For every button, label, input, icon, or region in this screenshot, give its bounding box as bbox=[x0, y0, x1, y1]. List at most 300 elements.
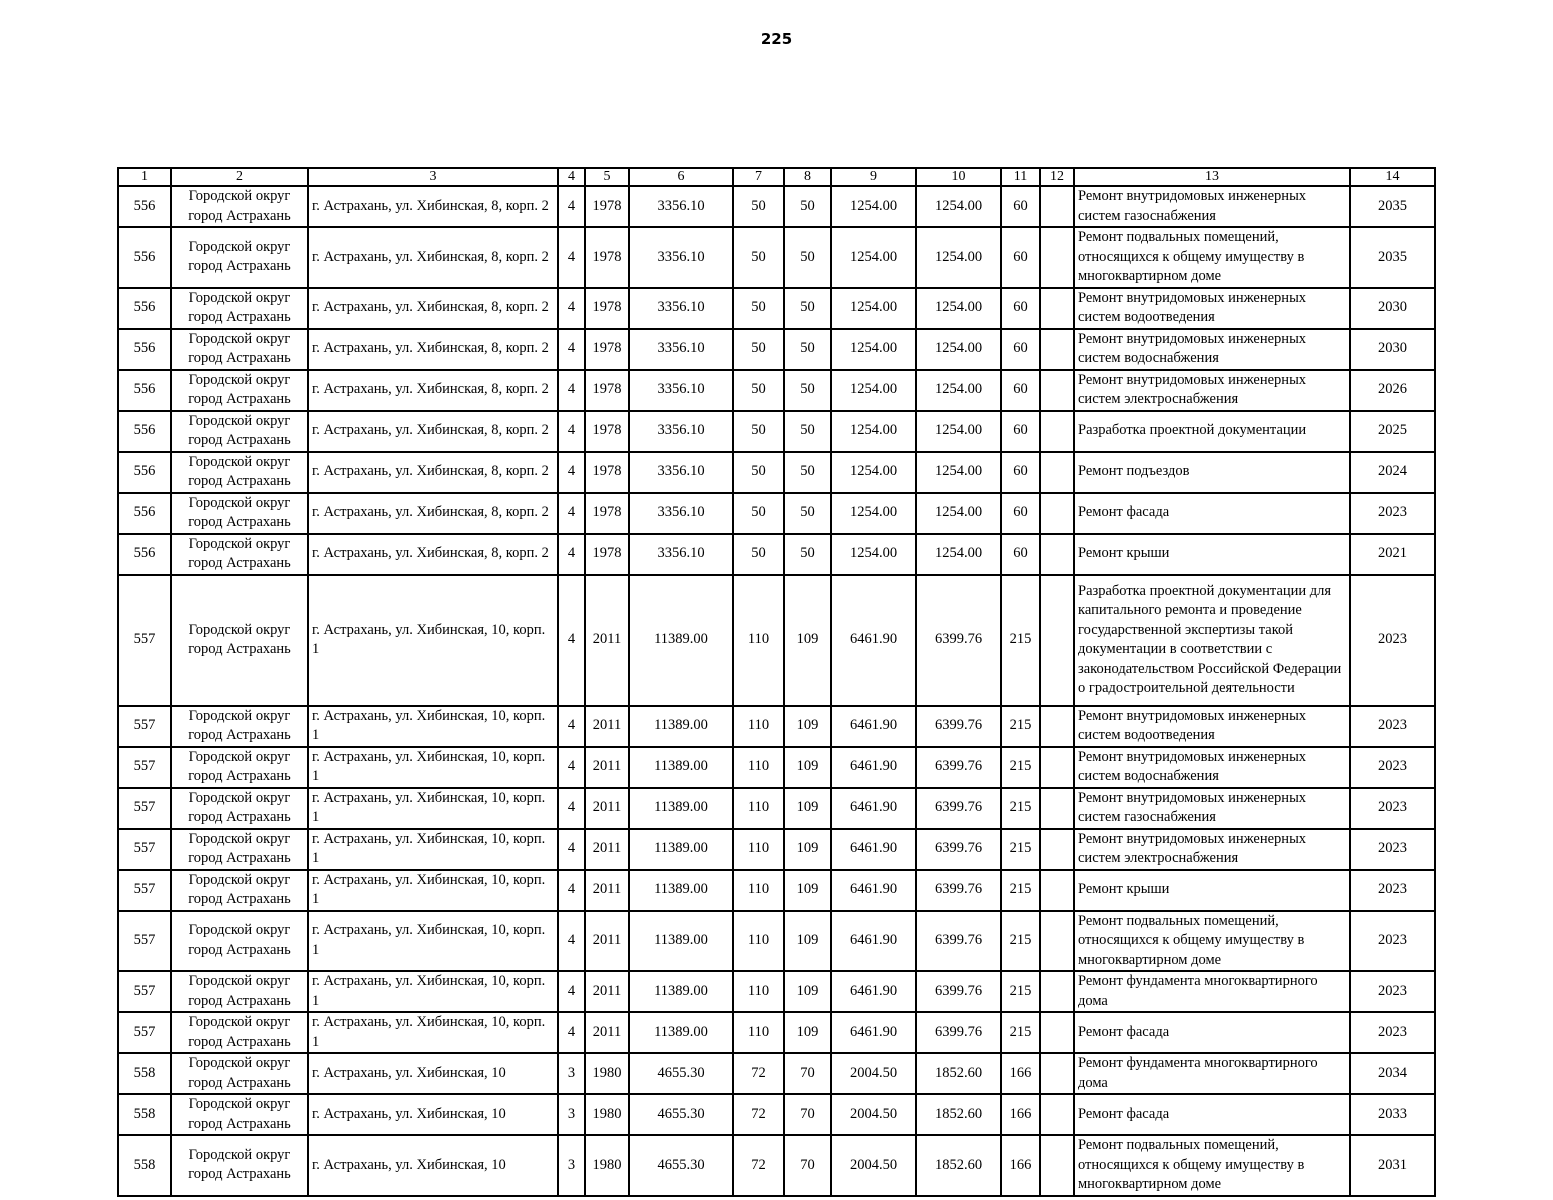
cell-planned-year: 2021 bbox=[1350, 534, 1435, 575]
cell-work-type: Ремонт внутридомовых инженерных систем водоснабжения bbox=[1074, 747, 1350, 788]
cell-municipality: Городской округ город Астрахань bbox=[171, 1053, 308, 1094]
cell-col11: 166 bbox=[1001, 1135, 1040, 1196]
cell-col10: 6399.76 bbox=[916, 911, 1001, 972]
cell-municipality: Городской округ город Астрахань bbox=[171, 186, 308, 227]
cell-address: г. Астрахань, ул. Хибинская, 10, корп. 1 bbox=[308, 971, 558, 1012]
cell-col11: 215 bbox=[1001, 575, 1040, 706]
cell-col4: 4 bbox=[558, 911, 585, 972]
table-row bbox=[118, 829, 1435, 870]
cell-col11: 166 bbox=[1001, 1053, 1040, 1094]
cell-col10: 6399.76 bbox=[916, 870, 1001, 911]
cell-col6: 4655.30 bbox=[629, 1135, 733, 1196]
cell-col6: 11389.00 bbox=[629, 788, 733, 829]
cell-col6: 11389.00 bbox=[629, 747, 733, 788]
capital-repair-table bbox=[117, 167, 1436, 1197]
table-row bbox=[118, 411, 1435, 452]
cell-year: 1980 bbox=[585, 1053, 629, 1094]
cell-col12 bbox=[1040, 288, 1074, 329]
cell-col6: 3356.10 bbox=[629, 329, 733, 370]
cell-col7: 50 bbox=[733, 329, 784, 370]
cell-number: 558 bbox=[118, 1094, 171, 1135]
cell-col7: 110 bbox=[733, 575, 784, 706]
cell-planned-year: 2023 bbox=[1350, 788, 1435, 829]
cell-col4: 4 bbox=[558, 227, 585, 288]
table-row bbox=[118, 747, 1435, 788]
cell-number: 556 bbox=[118, 452, 171, 493]
cell-col9: 6461.90 bbox=[831, 829, 916, 870]
cell-col8: 50 bbox=[784, 186, 831, 227]
table-row bbox=[118, 788, 1435, 829]
table-row bbox=[118, 227, 1435, 288]
header-cell: 8 bbox=[784, 168, 831, 186]
cell-col9: 1254.00 bbox=[831, 452, 916, 493]
cell-year: 1978 bbox=[585, 493, 629, 534]
table-row bbox=[118, 493, 1435, 534]
cell-col7: 110 bbox=[733, 911, 784, 972]
table-row bbox=[118, 1053, 1435, 1094]
cell-address: г. Астрахань, ул. Хибинская, 8, корп. 2 bbox=[308, 452, 558, 493]
header-cell: 4 bbox=[558, 168, 585, 186]
cell-col9: 6461.90 bbox=[831, 870, 916, 911]
cell-municipality: Городской округ город Астрахань bbox=[171, 575, 308, 706]
cell-col11: 60 bbox=[1001, 411, 1040, 452]
cell-work-type: Ремонт внутридомовых инженерных систем газоснабжения bbox=[1074, 788, 1350, 829]
cell-col6: 11389.00 bbox=[629, 575, 733, 706]
cell-col10: 1852.60 bbox=[916, 1094, 1001, 1135]
cell-col11: 215 bbox=[1001, 1012, 1040, 1053]
cell-col12 bbox=[1040, 227, 1074, 288]
cell-col10: 1254.00 bbox=[916, 186, 1001, 227]
cell-year: 2011 bbox=[585, 706, 629, 747]
cell-municipality: Городской округ город Астрахань bbox=[171, 411, 308, 452]
cell-planned-year: 2030 bbox=[1350, 329, 1435, 370]
cell-col12 bbox=[1040, 788, 1074, 829]
cell-year: 1978 bbox=[585, 227, 629, 288]
header-row bbox=[118, 168, 1435, 186]
cell-address: г. Астрахань, ул. Хибинская, 8, корп. 2 bbox=[308, 370, 558, 411]
cell-col6: 3356.10 bbox=[629, 227, 733, 288]
cell-address: г. Астрахань, ул. Хибинская, 10, корп. 1 bbox=[308, 575, 558, 706]
cell-address: г. Астрахань, ул. Хибинская, 10, корп. 1 bbox=[308, 747, 558, 788]
table-row bbox=[118, 706, 1435, 747]
cell-col10: 1254.00 bbox=[916, 288, 1001, 329]
cell-col7: 110 bbox=[733, 1012, 784, 1053]
cell-address: г. Астрахань, ул. Хибинская, 8, корп. 2 bbox=[308, 411, 558, 452]
cell-col8: 109 bbox=[784, 788, 831, 829]
cell-col6: 3356.10 bbox=[629, 493, 733, 534]
cell-col10: 1852.60 bbox=[916, 1053, 1001, 1094]
cell-col6: 4655.30 bbox=[629, 1094, 733, 1135]
cell-col7: 110 bbox=[733, 788, 784, 829]
cell-planned-year: 2030 bbox=[1350, 288, 1435, 329]
cell-col12 bbox=[1040, 870, 1074, 911]
cell-col9: 2004.50 bbox=[831, 1135, 916, 1196]
cell-number: 557 bbox=[118, 1012, 171, 1053]
cell-col12 bbox=[1040, 370, 1074, 411]
cell-col12 bbox=[1040, 452, 1074, 493]
cell-number: 557 bbox=[118, 911, 171, 972]
cell-col6: 3356.10 bbox=[629, 534, 733, 575]
cell-col9: 1254.00 bbox=[831, 227, 916, 288]
cell-year: 2011 bbox=[585, 829, 629, 870]
cell-number: 557 bbox=[118, 575, 171, 706]
cell-number: 556 bbox=[118, 493, 171, 534]
header-cell: 13 bbox=[1074, 168, 1350, 186]
cell-col4: 4 bbox=[558, 971, 585, 1012]
table-row bbox=[118, 575, 1435, 706]
cell-col10: 6399.76 bbox=[916, 747, 1001, 788]
cell-col6: 3356.10 bbox=[629, 411, 733, 452]
cell-work-type: Ремонт фасада bbox=[1074, 1094, 1350, 1135]
cell-col11: 215 bbox=[1001, 706, 1040, 747]
header-cell: 5 bbox=[585, 168, 629, 186]
cell-address: г. Астрахань, ул. Хибинская, 10, корп. 1 bbox=[308, 706, 558, 747]
cell-col7: 50 bbox=[733, 186, 784, 227]
cell-col12 bbox=[1040, 1053, 1074, 1094]
cell-col12 bbox=[1040, 186, 1074, 227]
header-cell: 3 bbox=[308, 168, 558, 186]
cell-col6: 3356.10 bbox=[629, 370, 733, 411]
cell-col9: 1254.00 bbox=[831, 329, 916, 370]
cell-col6: 4655.30 bbox=[629, 1053, 733, 1094]
cell-work-type: Ремонт внутридомовых инженерных систем водоотведения bbox=[1074, 288, 1350, 329]
cell-number: 556 bbox=[118, 288, 171, 329]
cell-planned-year: 2034 bbox=[1350, 1053, 1435, 1094]
cell-col8: 109 bbox=[784, 829, 831, 870]
cell-address: г. Астрахань, ул. Хибинская, 10 bbox=[308, 1135, 558, 1196]
cell-address: г. Астрахань, ул. Хибинская, 8, корп. 2 bbox=[308, 186, 558, 227]
cell-planned-year: 2023 bbox=[1350, 829, 1435, 870]
table-row bbox=[118, 186, 1435, 227]
cell-col4: 4 bbox=[558, 829, 585, 870]
cell-col9: 1254.00 bbox=[831, 411, 916, 452]
cell-col10: 6399.76 bbox=[916, 706, 1001, 747]
cell-address: г. Астрахань, ул. Хибинская, 10 bbox=[308, 1053, 558, 1094]
cell-col7: 72 bbox=[733, 1094, 784, 1135]
cell-planned-year: 2031 bbox=[1350, 1135, 1435, 1196]
cell-col10: 6399.76 bbox=[916, 829, 1001, 870]
cell-col12 bbox=[1040, 329, 1074, 370]
cell-col10: 1254.00 bbox=[916, 452, 1001, 493]
cell-col7: 110 bbox=[733, 747, 784, 788]
cell-col10: 6399.76 bbox=[916, 788, 1001, 829]
cell-number: 556 bbox=[118, 370, 171, 411]
table-row bbox=[118, 971, 1435, 1012]
cell-planned-year: 2024 bbox=[1350, 452, 1435, 493]
cell-col9: 6461.90 bbox=[831, 788, 916, 829]
cell-col6: 11389.00 bbox=[629, 911, 733, 972]
cell-number: 556 bbox=[118, 186, 171, 227]
cell-year: 1978 bbox=[585, 411, 629, 452]
cell-year: 1978 bbox=[585, 329, 629, 370]
cell-col9: 1254.00 bbox=[831, 186, 916, 227]
cell-col11: 60 bbox=[1001, 227, 1040, 288]
cell-col6: 11389.00 bbox=[629, 829, 733, 870]
cell-address: г. Астрахань, ул. Хибинская, 8, корп. 2 bbox=[308, 227, 558, 288]
cell-planned-year: 2023 bbox=[1350, 493, 1435, 534]
cell-address: г. Астрахань, ул. Хибинская, 10, корп. 1 bbox=[308, 788, 558, 829]
cell-col7: 72 bbox=[733, 1135, 784, 1196]
cell-col7: 110 bbox=[733, 971, 784, 1012]
cell-col11: 215 bbox=[1001, 870, 1040, 911]
cell-col10: 1254.00 bbox=[916, 534, 1001, 575]
table-row bbox=[118, 870, 1435, 911]
cell-col9: 6461.90 bbox=[831, 706, 916, 747]
cell-col10: 1254.00 bbox=[916, 329, 1001, 370]
cell-year: 1980 bbox=[585, 1135, 629, 1196]
table-row bbox=[118, 1094, 1435, 1135]
cell-planned-year: 2023 bbox=[1350, 747, 1435, 788]
cell-number: 557 bbox=[118, 829, 171, 870]
table-row bbox=[118, 452, 1435, 493]
cell-col7: 110 bbox=[733, 829, 784, 870]
cell-number: 556 bbox=[118, 227, 171, 288]
cell-address: г. Астрахань, ул. Хибинская, 10, корп. 1 bbox=[308, 911, 558, 972]
cell-col10: 1852.60 bbox=[916, 1135, 1001, 1196]
cell-municipality: Городской округ город Астрахань bbox=[171, 870, 308, 911]
cell-work-type: Ремонт внутридомовых инженерных систем электроснабжения bbox=[1074, 370, 1350, 411]
cell-col4: 4 bbox=[558, 575, 585, 706]
cell-planned-year: 2033 bbox=[1350, 1094, 1435, 1135]
cell-col8: 109 bbox=[784, 706, 831, 747]
cell-municipality: Городской округ город Астрахань bbox=[171, 288, 308, 329]
cell-col6: 11389.00 bbox=[629, 870, 733, 911]
cell-planned-year: 2023 bbox=[1350, 870, 1435, 911]
cell-col4: 4 bbox=[558, 706, 585, 747]
cell-col11: 166 bbox=[1001, 1094, 1040, 1135]
cell-col8: 70 bbox=[784, 1135, 831, 1196]
cell-address: г. Астрахань, ул. Хибинская, 8, корп. 2 bbox=[308, 288, 558, 329]
cell-municipality: Городской округ город Астрахань bbox=[171, 1012, 308, 1053]
cell-col12 bbox=[1040, 1135, 1074, 1196]
cell-col8: 50 bbox=[784, 370, 831, 411]
cell-year: 1980 bbox=[585, 1094, 629, 1135]
cell-address: г. Астрахань, ул. Хибинская, 10, корп. 1 bbox=[308, 1012, 558, 1053]
cell-col11: 60 bbox=[1001, 534, 1040, 575]
page-number: 225 bbox=[760, 30, 793, 48]
cell-work-type: Ремонт подвальных помещений, относящихся к общему имуществу в многоквартирном доме bbox=[1074, 227, 1350, 288]
cell-col9: 6461.90 bbox=[831, 1012, 916, 1053]
cell-col6: 11389.00 bbox=[629, 1012, 733, 1053]
cell-municipality: Городской округ город Астрахань bbox=[171, 534, 308, 575]
cell-col11: 60 bbox=[1001, 288, 1040, 329]
cell-col9: 6461.90 bbox=[831, 971, 916, 1012]
cell-col6: 3356.10 bbox=[629, 186, 733, 227]
cell-col12 bbox=[1040, 706, 1074, 747]
cell-planned-year: 2025 bbox=[1350, 411, 1435, 452]
cell-col9: 1254.00 bbox=[831, 370, 916, 411]
cell-col7: 50 bbox=[733, 534, 784, 575]
cell-col11: 60 bbox=[1001, 493, 1040, 534]
cell-col12 bbox=[1040, 971, 1074, 1012]
cell-planned-year: 2023 bbox=[1350, 971, 1435, 1012]
cell-col10: 6399.76 bbox=[916, 1012, 1001, 1053]
cell-col4: 4 bbox=[558, 534, 585, 575]
cell-planned-year: 2035 bbox=[1350, 186, 1435, 227]
cell-col7: 50 bbox=[733, 493, 784, 534]
cell-col12 bbox=[1040, 911, 1074, 972]
cell-work-type: Ремонт крыши bbox=[1074, 534, 1350, 575]
table-row bbox=[118, 370, 1435, 411]
cell-col8: 50 bbox=[784, 493, 831, 534]
cell-col11: 215 bbox=[1001, 971, 1040, 1012]
header-cell: 14 bbox=[1350, 168, 1435, 186]
cell-col9: 1254.00 bbox=[831, 493, 916, 534]
cell-work-type: Ремонт внутридомовых инженерных систем электроснабжения bbox=[1074, 829, 1350, 870]
cell-planned-year: 2023 bbox=[1350, 911, 1435, 972]
cell-col7: 72 bbox=[733, 1053, 784, 1094]
cell-col4: 4 bbox=[558, 411, 585, 452]
table-row bbox=[118, 534, 1435, 575]
cell-col8: 109 bbox=[784, 747, 831, 788]
cell-col4: 3 bbox=[558, 1053, 585, 1094]
cell-work-type: Ремонт крыши bbox=[1074, 870, 1350, 911]
cell-col8: 50 bbox=[784, 288, 831, 329]
cell-municipality: Городской округ город Астрахань bbox=[171, 493, 308, 534]
cell-year: 2011 bbox=[585, 575, 629, 706]
cell-municipality: Городской округ город Астрахань bbox=[171, 329, 308, 370]
cell-col8: 50 bbox=[784, 227, 831, 288]
cell-year: 1978 bbox=[585, 186, 629, 227]
cell-col4: 4 bbox=[558, 1012, 585, 1053]
cell-col9: 6461.90 bbox=[831, 747, 916, 788]
cell-col4: 4 bbox=[558, 747, 585, 788]
cell-number: 556 bbox=[118, 411, 171, 452]
cell-col4: 4 bbox=[558, 870, 585, 911]
cell-address: г. Астрахань, ул. Хибинская, 8, корп. 2 bbox=[308, 329, 558, 370]
table-row bbox=[118, 288, 1435, 329]
cell-number: 557 bbox=[118, 706, 171, 747]
cell-col9: 6461.90 bbox=[831, 911, 916, 972]
cell-col7: 50 bbox=[733, 452, 784, 493]
header-cell: 10 bbox=[916, 168, 1001, 186]
cell-year: 2011 bbox=[585, 911, 629, 972]
cell-year: 1978 bbox=[585, 452, 629, 493]
cell-municipality: Городской округ город Астрахань bbox=[171, 1094, 308, 1135]
cell-municipality: Городской округ город Астрахань bbox=[171, 911, 308, 972]
cell-col9: 1254.00 bbox=[831, 288, 916, 329]
cell-year: 2011 bbox=[585, 747, 629, 788]
cell-col12 bbox=[1040, 1094, 1074, 1135]
cell-year: 1978 bbox=[585, 534, 629, 575]
cell-col8: 50 bbox=[784, 452, 831, 493]
header-cell: 7 bbox=[733, 168, 784, 186]
cell-municipality: Городской округ город Астрахань bbox=[171, 829, 308, 870]
cell-number: 557 bbox=[118, 971, 171, 1012]
cell-work-type: Разработка проектной документации для капитального ремонта и проведение государственной экспертизы такой документации в соответствии с законодательством Российской Федерации о градостроительной деятельности bbox=[1074, 575, 1350, 706]
cell-work-type: Ремонт внутридомовых инженерных систем водоснабжения bbox=[1074, 329, 1350, 370]
cell-col7: 50 bbox=[733, 370, 784, 411]
cell-col6: 3356.10 bbox=[629, 288, 733, 329]
cell-address: г. Астрахань, ул. Хибинская, 10 bbox=[308, 1094, 558, 1135]
cell-col11: 215 bbox=[1001, 829, 1040, 870]
cell-col7: 50 bbox=[733, 288, 784, 329]
cell-col8: 50 bbox=[784, 411, 831, 452]
cell-col10: 1254.00 bbox=[916, 493, 1001, 534]
cell-col8: 50 bbox=[784, 329, 831, 370]
cell-municipality: Городской округ город Астрахань bbox=[171, 971, 308, 1012]
cell-number: 556 bbox=[118, 329, 171, 370]
cell-col8: 109 bbox=[784, 1012, 831, 1053]
cell-work-type: Ремонт фасада bbox=[1074, 1012, 1350, 1053]
cell-col12 bbox=[1040, 829, 1074, 870]
cell-work-type: Ремонт фундамента многоквартирного дома bbox=[1074, 971, 1350, 1012]
cell-col7: 110 bbox=[733, 706, 784, 747]
cell-number: 556 bbox=[118, 534, 171, 575]
cell-col12 bbox=[1040, 1012, 1074, 1053]
table-row bbox=[118, 911, 1435, 972]
cell-municipality: Городской округ город Астрахань bbox=[171, 788, 308, 829]
cell-year: 2011 bbox=[585, 1012, 629, 1053]
cell-address: г. Астрахань, ул. Хибинская, 10, корп. 1 bbox=[308, 870, 558, 911]
cell-work-type: Ремонт фундамента многоквартирного дома bbox=[1074, 1053, 1350, 1094]
cell-col9: 2004.50 bbox=[831, 1094, 916, 1135]
cell-col9: 1254.00 bbox=[831, 534, 916, 575]
cell-col8: 70 bbox=[784, 1053, 831, 1094]
cell-work-type: Разработка проектной документации bbox=[1074, 411, 1350, 452]
cell-col8: 109 bbox=[784, 971, 831, 1012]
cell-number: 558 bbox=[118, 1135, 171, 1196]
cell-col6: 3356.10 bbox=[629, 452, 733, 493]
cell-planned-year: 2023 bbox=[1350, 575, 1435, 706]
cell-address: г. Астрахань, ул. Хибинская, 8, корп. 2 bbox=[308, 534, 558, 575]
cell-col4: 4 bbox=[558, 452, 585, 493]
table-row bbox=[118, 1012, 1435, 1053]
cell-municipality: Городской округ город Астрахань bbox=[171, 1135, 308, 1196]
header-cell: 12 bbox=[1040, 168, 1074, 186]
cell-col9: 2004.50 bbox=[831, 1053, 916, 1094]
cell-col4: 4 bbox=[558, 493, 585, 534]
cell-col8: 70 bbox=[784, 1094, 831, 1135]
cell-municipality: Городской округ город Астрахань bbox=[171, 227, 308, 288]
header-cell: 1 bbox=[118, 168, 171, 186]
cell-col8: 109 bbox=[784, 911, 831, 972]
cell-planned-year: 2023 bbox=[1350, 1012, 1435, 1053]
table-row bbox=[118, 1135, 1435, 1196]
cell-work-type: Ремонт подвальных помещений, относящихся к общему имуществу в многоквартирном доме bbox=[1074, 1135, 1350, 1196]
cell-number: 557 bbox=[118, 870, 171, 911]
cell-col4: 4 bbox=[558, 788, 585, 829]
cell-col4: 3 bbox=[558, 1094, 585, 1135]
cell-col11: 215 bbox=[1001, 911, 1040, 972]
cell-address: г. Астрахань, ул. Хибинская, 8, корп. 2 bbox=[308, 493, 558, 534]
cell-col11: 215 bbox=[1001, 788, 1040, 829]
table-row bbox=[118, 329, 1435, 370]
header-cell: 6 bbox=[629, 168, 733, 186]
cell-col10: 6399.76 bbox=[916, 575, 1001, 706]
cell-col8: 109 bbox=[784, 575, 831, 706]
cell-col12 bbox=[1040, 575, 1074, 706]
cell-work-type: Ремонт фасада bbox=[1074, 493, 1350, 534]
cell-address: г. Астрахань, ул. Хибинская, 10, корп. 1 bbox=[308, 829, 558, 870]
cell-municipality: Городской округ город Астрахань bbox=[171, 370, 308, 411]
cell-col11: 60 bbox=[1001, 370, 1040, 411]
cell-col4: 3 bbox=[558, 1135, 585, 1196]
cell-col12 bbox=[1040, 747, 1074, 788]
cell-col7: 50 bbox=[733, 227, 784, 288]
header-cell: 9 bbox=[831, 168, 916, 186]
cell-planned-year: 2023 bbox=[1350, 706, 1435, 747]
cell-col8: 109 bbox=[784, 870, 831, 911]
cell-col4: 4 bbox=[558, 288, 585, 329]
cell-col12 bbox=[1040, 493, 1074, 534]
cell-col4: 4 bbox=[558, 370, 585, 411]
cell-year: 2011 bbox=[585, 971, 629, 1012]
cell-col8: 50 bbox=[784, 534, 831, 575]
cell-col6: 11389.00 bbox=[629, 706, 733, 747]
cell-col4: 4 bbox=[558, 186, 585, 227]
cell-work-type: Ремонт подъездов bbox=[1074, 452, 1350, 493]
